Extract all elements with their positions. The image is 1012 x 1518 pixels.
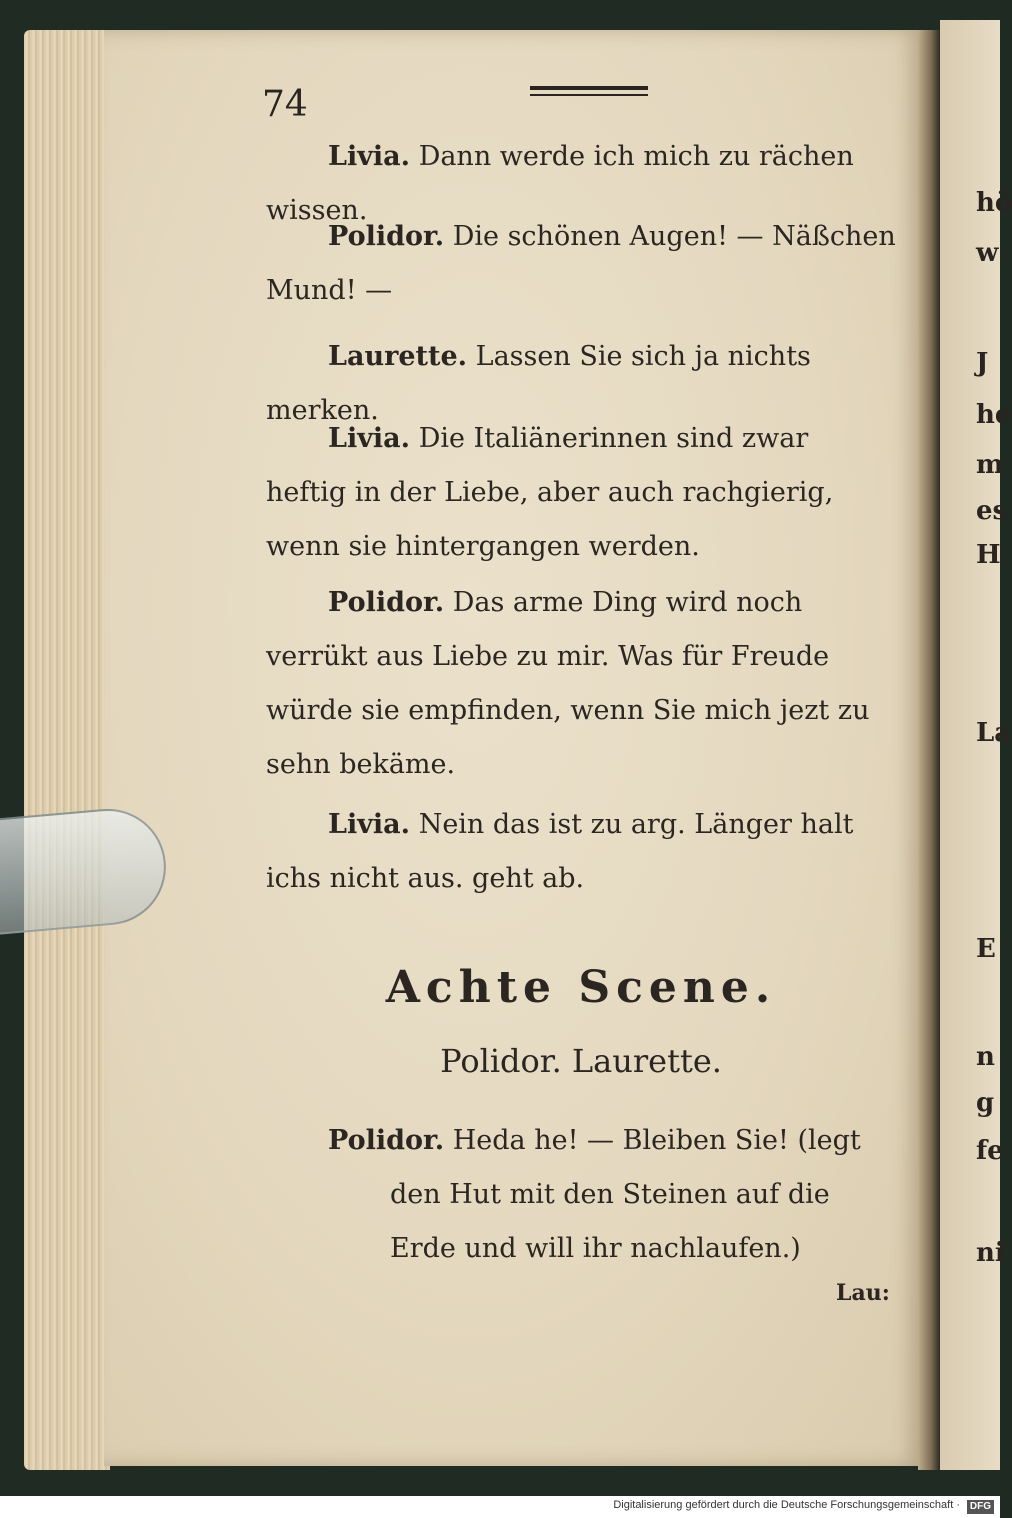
next-page-fragment: H: [976, 540, 1001, 570]
footer-bar: [0, 1496, 1000, 1518]
catchword: Lau:: [836, 1280, 890, 1306]
speaker-name: Polidor.: [328, 1125, 445, 1156]
next-page-fragment: m: [976, 450, 1004, 480]
header-rule-line: [530, 94, 648, 96]
speaker-name: Laurette.: [328, 341, 468, 372]
next-page-edge: [940, 20, 1012, 1470]
next-page-fragment: he: [976, 400, 1012, 430]
next-page-fragment: w: [976, 238, 999, 268]
book-gutter: [918, 30, 940, 1470]
dialogue-line: [266, 798, 896, 906]
dialogue-text: Nein das ist zu arg. Länger halt ichs nicht aus. geht ab.: [266, 809, 854, 894]
next-page-fragment: fe: [976, 1136, 1004, 1166]
dfg-logo: DFG: [967, 1500, 994, 1514]
dialogue-text: Die Italiänerinnen sind zwar heftig in der Liebe, aber auch rachgierig, wenn sie hintergangen werden.: [266, 423, 834, 562]
dialogue-line: [266, 210, 896, 318]
header-rule: [530, 82, 648, 104]
speaker-name: Livia.: [328, 809, 411, 840]
next-page-fragment: ni: [976, 1238, 1005, 1268]
dialogue-line: [266, 576, 896, 792]
next-page-fragment: J: [976, 348, 989, 378]
speaker-name: Livia.: [328, 423, 411, 454]
dialogue-line: [266, 412, 896, 574]
scene-heading: Achte Scene.: [385, 962, 777, 1013]
dialogue-text: Heda he! — Bleiben Sie! (legt den Hut mit den Steinen auf die Erde und will ihr nachlaufen.): [390, 1125, 861, 1264]
next-page-fragment: es: [976, 496, 1008, 526]
dialogue-text: Dann werde ich mich zu rächen wissen.: [266, 141, 854, 226]
page-edges: [24, 30, 110, 1470]
next-page-fragment: La: [976, 718, 1012, 748]
speaker-name: Livia.: [328, 141, 411, 172]
next-page-fragment: hö: [976, 188, 1012, 218]
header-rule-line: [530, 86, 648, 90]
next-page-fragment: n: [976, 1042, 995, 1072]
dialogue-text: Lassen Sie sich ja nichts merken.: [266, 341, 811, 426]
next-page-fragment: E: [976, 934, 996, 964]
scene-characters: Polidor. Laurette.: [440, 1042, 722, 1080]
dialogue-line: [328, 1114, 898, 1276]
page-number: 74: [262, 84, 308, 125]
dialogue-text: Das arme Ding wird noch verrükt aus Liebe zu mir. Was für Freude würde sie empfinden, wenn Sie mich jezt zu sehn bekäme.: [266, 587, 870, 780]
dialogue-text: Die schönen Augen! — Näßchen Mund! —: [266, 221, 896, 306]
speaker-name: Polidor.: [328, 587, 445, 618]
next-page-fragment: g: [976, 1088, 995, 1118]
speaker-name: Polidor.: [328, 221, 445, 252]
funding-credit: Digitalisierung gefördert durch die Deutsche Forschungsgemeinschaft ·: [613, 1499, 960, 1511]
